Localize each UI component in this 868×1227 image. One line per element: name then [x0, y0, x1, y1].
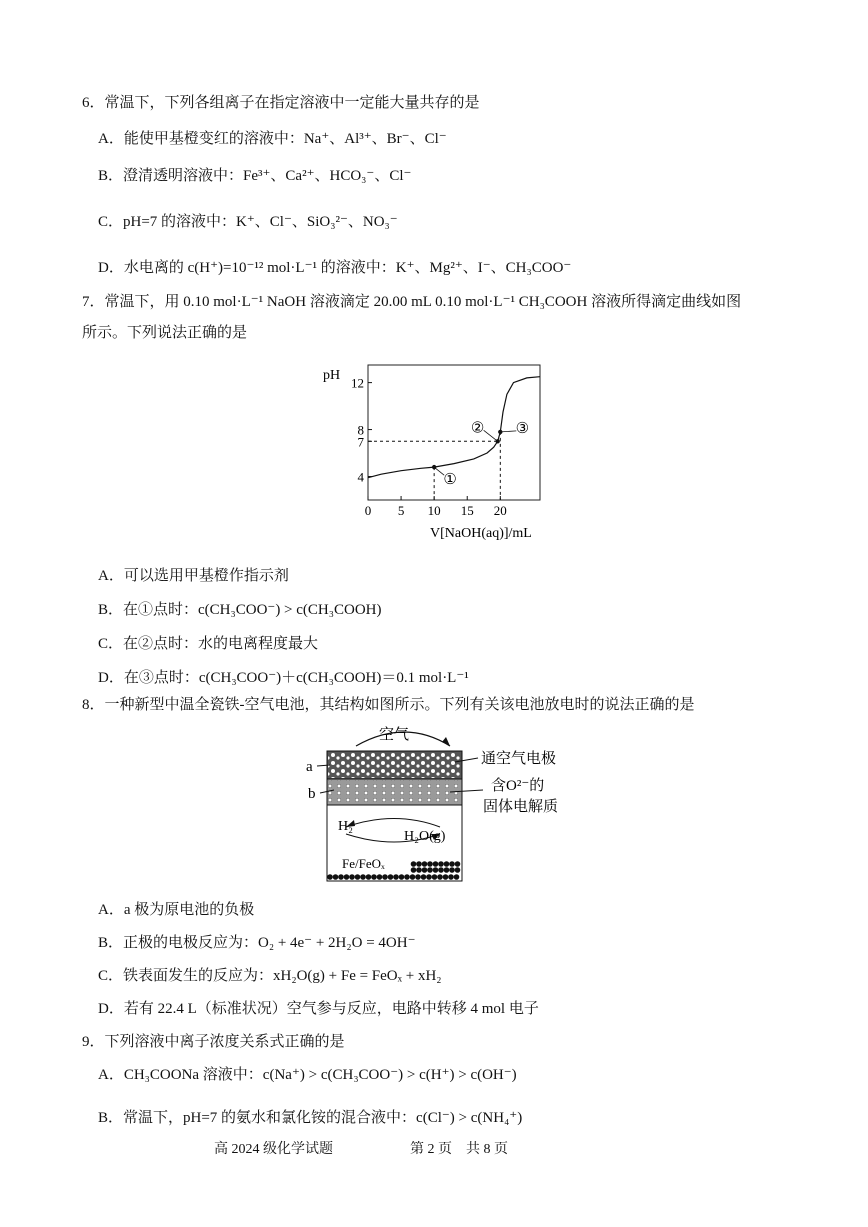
point-label: ③ — [515, 420, 530, 437]
point-label: ② — [470, 420, 485, 437]
q8-option-d: D．若有 22.4 L（标准状况）空气参与反应，电路中转移 4 mol 电子 — [98, 1001, 539, 1017]
fe-particle — [355, 874, 361, 880]
titration-chart — [318, 355, 568, 545]
q7-stem-line2: 所示。下列说法正确的是 — [82, 325, 248, 341]
fe-particle — [411, 867, 417, 873]
y-tick-label: 12 — [351, 375, 364, 391]
x-tick-label: 0 — [364, 503, 372, 518]
titration-curve — [368, 377, 540, 478]
fe-particle — [427, 867, 433, 873]
point-markers — [432, 420, 529, 488]
q6-option-b: B．澄清透明溶液中：Fe³⁺、Ca²⁺、HCO₃⁻、Cl⁻ — [98, 168, 412, 184]
fe-particle — [415, 874, 421, 880]
fe-particle — [382, 874, 388, 880]
fe-particle — [455, 867, 461, 873]
fe-particle — [421, 874, 427, 880]
air-arrow-head — [442, 737, 450, 746]
fe-particle — [327, 874, 333, 880]
fe-particle — [333, 874, 339, 880]
fe-particle — [438, 867, 444, 873]
y-tick-labels — [351, 376, 372, 485]
h2-label: H₂ — [338, 819, 353, 834]
y-tick-label: 7 — [357, 434, 364, 450]
fe-particle — [432, 874, 438, 880]
fe-particle — [448, 874, 454, 880]
label-b: b — [308, 786, 316, 802]
chart-ylabel: pH — [323, 368, 341, 383]
x-tick-labels — [365, 496, 507, 518]
q7-option-c: C．在②点时：水的电离程度最大 — [98, 636, 319, 652]
q7-option-a: A．可以选用甲基橙作指示剂 — [98, 568, 289, 584]
electrolyte-label-2: 固体电解质 — [483, 799, 559, 815]
electrolyte-pores — [328, 780, 461, 804]
fe-particle — [399, 874, 405, 880]
q7-option-d: D．在③点时：c(CH₃COO⁻)＋c(CH₃COOH)＝0.1 mol·L⁻¹ — [98, 670, 469, 686]
fe-particle — [422, 867, 428, 873]
y-tick-label: 4 — [357, 469, 364, 485]
electrode-label: 通空气电极 — [481, 751, 557, 767]
fe-particle — [404, 874, 410, 880]
x-tick-label: 10 — [427, 503, 441, 518]
q6-stem: 6．常温下，下列各组离子在指定溶液中一定能大量共存的是 — [82, 95, 480, 111]
q7-stem-line1: 7．常温下，用 0.10 mol·L⁻¹ NaOH 溶液滴定 20.00 mL 0.10 mol·L⁻¹ CH₃COOH 溶液所得滴定曲线如图 — [82, 294, 742, 310]
point-label: ① — [443, 472, 457, 489]
point-leader — [500, 431, 516, 432]
fe-particle — [449, 867, 455, 873]
fe-particle — [360, 874, 366, 880]
battery-diagram — [300, 720, 580, 886]
fe-particle — [443, 874, 449, 880]
fe-particle — [393, 874, 399, 880]
chart-xlabel: V[NaOH(aq)]/mL — [430, 526, 532, 541]
fe-particle — [422, 861, 428, 867]
q6-option-c: C．pH=7 的溶液中：K⁺、Cl⁻、SiO₃²⁻、NO₃⁻ — [98, 214, 398, 230]
x-tick-label: 5 — [397, 503, 405, 518]
air-label: 空气 — [379, 727, 410, 743]
q6-option-a: A．能使甲基橙变红的溶液中：Na⁺、Al³⁺、Br⁻、Cl⁻ — [98, 131, 447, 147]
air-electrode-pores — [328, 752, 461, 778]
h2o-label: H₂O(g) — [404, 829, 446, 844]
fe-particle — [344, 874, 350, 880]
fe-particle — [454, 874, 460, 880]
fe-particle — [427, 861, 433, 867]
fe-particle — [444, 861, 450, 867]
q7-option-b: B．在①点时：c(CH₃COO⁻) > c(CH₃COOH) — [98, 602, 382, 618]
fe-particle — [438, 861, 444, 867]
q8-option-c: C．铁表面发生的反应为：xH₂O(g) + Fe = FeOₓ + xH₂ — [98, 968, 442, 984]
q8-option-a: A．a 极为原电池的负极 — [98, 902, 255, 918]
fe-particle — [411, 861, 417, 867]
fe-particle — [444, 867, 450, 873]
footer-page-number: 第 2 页 共 8 页 — [410, 1142, 508, 1157]
fe-particle — [426, 874, 432, 880]
footer-title: 高 2024 级化学试题 — [214, 1142, 333, 1157]
y-tick-label: 8 — [357, 422, 364, 438]
label-a: a — [306, 759, 313, 775]
q9-stem: 9．下列溶液中离子浓度关系式正确的是 — [82, 1034, 345, 1050]
q8-stem: 8．一种新型中温全瓷铁-空气电池，其结构如图所示。下列有关该电池放电时的说法正确的是 — [82, 697, 695, 713]
fe-particle — [433, 861, 439, 867]
x-tick-label: 20 — [493, 503, 507, 518]
fe-particle — [455, 861, 461, 867]
fe-particle — [437, 874, 443, 880]
q9-option-a: A．CH₃COONa 溶液中：c(Na⁺) > c(CH₃COO⁻) > c(H⁺) > c(OH⁻) — [98, 1067, 517, 1083]
fe-particle — [410, 874, 416, 880]
q9-option-b: B．常温下，pH=7 的氨水和氯化铵的混合液中：c(Cl⁻) > c(NH₄⁺) — [98, 1110, 523, 1126]
fe-particle — [388, 874, 394, 880]
point-leader — [484, 430, 498, 441]
q6-option-d: D．水电离的 c(H⁺)=10⁻¹² mol·L⁻¹ 的溶液中：K⁺、Mg²⁺、I⁻、CH₃COO⁻ — [98, 260, 572, 276]
fe-particle — [449, 861, 455, 867]
q8-option-b: B．正极的电极反应为：O₂ + 4e⁻ + 2H₂O = 4OH⁻ — [98, 935, 416, 951]
fe-particle — [416, 867, 422, 873]
fe-particle — [338, 874, 344, 880]
fe-particle — [433, 867, 439, 873]
fe-particle — [416, 861, 422, 867]
fe-particle — [366, 874, 372, 880]
x-tick-label: 15 — [460, 503, 474, 518]
fe-particle — [349, 874, 355, 880]
fe-label: Fe/FeOₓ — [342, 856, 385, 871]
fe-particle — [377, 874, 383, 880]
fe-particle — [371, 874, 377, 880]
electrolyte-label-1: 含O²⁻的 — [491, 778, 545, 794]
